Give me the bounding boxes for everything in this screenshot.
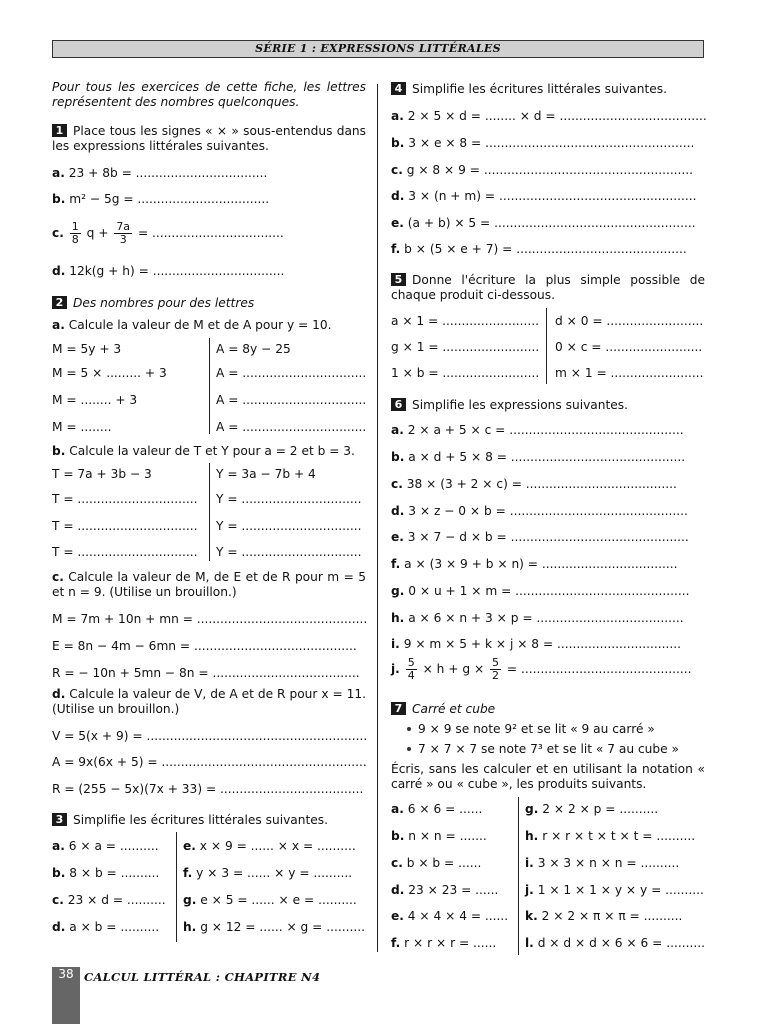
- ex1-item-a: [52, 166, 267, 180]
- ex7-item: c. b × b = ......: [391, 856, 482, 870]
- ex1-item-c: [52, 221, 284, 246]
- ex5-cell: a × 1 = .........................: [391, 314, 539, 328]
- ex2-b-text: b. Calcule la valeur de T et Y pour a = 2 et b = 3.: [52, 444, 355, 458]
- ex2-a-row-left: M = 5 × ......... + 3: [52, 366, 167, 380]
- ex6-item: i. 9 × m × 5 + k × j × 8 = ................................: [391, 637, 681, 651]
- item-label: b.: [52, 192, 66, 206]
- item-label: c.: [52, 226, 64, 240]
- ex2-title: [52, 296, 254, 310]
- ex7-instruction: Écris, sans les calculer et en utilisant la notation « carré » ou « cube », les produits suivants.: [391, 762, 705, 791]
- ex3-item: f. y × 3 = ...... × y = ..........: [183, 866, 353, 880]
- ex4-title-text: Simplifie les écritures littérales suivantes.: [412, 82, 668, 96]
- page-number: 38: [58, 967, 74, 981]
- ex6-item: e. 3 × 7 − d × b = ..............................................: [391, 530, 689, 544]
- ex2-d-line: A = 9x(6x + 5) = .....................................................: [52, 755, 367, 769]
- ex2-a-row-left: M = ........ + 3: [52, 393, 138, 407]
- ex5-title-text: Donne l'écriture la plus simple possible de chaque produit ci-dessous.: [391, 273, 705, 302]
- ex6-item: d. 3 × z − 0 × b = ..............................................: [391, 504, 688, 518]
- ex6-item: h. a × 6 × n + 3 × p = ......................................: [391, 611, 684, 625]
- ex1-item-d: [52, 264, 284, 278]
- ex2-c-line: R = − 10n + 5mn − 8n = ......................................: [52, 666, 360, 680]
- ex2-a-row-right: A = ................................: [216, 420, 367, 434]
- fraction-7a-3: $\frac{7a}{3}$: [116, 220, 131, 246]
- ex3-item: b. 8 × b = ..........: [52, 866, 160, 880]
- ex6-title-text: Simplifie les expressions suivantes.: [412, 398, 628, 412]
- item-expr: m² − 5g = ..................................: [69, 192, 270, 206]
- ex2-b-row-left: T = ...............................: [52, 545, 198, 559]
- ex5-title: [391, 273, 705, 303]
- ex2-d-text: d. Calcule la valeur de V, de A et de R pour x = 11. (Utilise un brouillon.): [52, 687, 367, 716]
- ex6-item: b. a × d + 5 × 8 = .............................................: [391, 450, 686, 464]
- ex6-item: c. 38 × (3 + 2 × c) = .......................................: [391, 477, 677, 491]
- ex2-d-line: R = (255 − 5x)(7x + 33) = .....................................: [52, 782, 364, 796]
- table-divider: [209, 338, 210, 434]
- ex1-item-b: [52, 192, 269, 206]
- ex1-title: [52, 124, 366, 154]
- ex5-cell: d × 0 = .........................: [555, 314, 704, 328]
- ex4-item: a. 2 × 5 × d = ........ × d = ......................................: [391, 109, 707, 123]
- ex4-item: c. g × 8 × 9 = ......................................................: [391, 163, 694, 177]
- ex3-item: d. a × b = ..........: [52, 920, 160, 934]
- ex7-item: k. 2 × 2 × π × π = ..........: [525, 909, 683, 923]
- ex2-b-row-left: T = 7a + 3b − 3: [52, 467, 152, 481]
- ex3-item: a. 6 × a = ..........: [52, 839, 159, 853]
- ex4-item: b. 3 × e × 8 = ......................................................: [391, 136, 695, 150]
- ex2-number: 2: [52, 296, 67, 309]
- ex7-number: 7: [391, 702, 406, 715]
- ex2-title-text: Des nombres pour des lettres: [73, 296, 255, 310]
- ex2-c-text: c. Calcule la valeur de M, de E et de R pour m = 5 et n = 9. (Utilise un brouillon.): [52, 570, 367, 599]
- footer-chapter: CALCUL LITTÉRAL : CHAPITRE N4: [84, 970, 321, 984]
- ex2-a-row-right: A = ................................: [216, 393, 367, 407]
- ex7-item: b. n × n = .......: [391, 829, 487, 843]
- ex2-a-text: a. Calcule la valeur de M et de A pour y = 10.: [52, 318, 332, 332]
- ex7-item: g. 2 × 2 × p = ..........: [525, 802, 659, 816]
- ex4-item: d. 3 × (n + m) = ...................................................: [391, 189, 697, 203]
- ex7-item: h. r × r × t × t × t = ..........: [525, 829, 696, 843]
- ex2-a-row-left: M = ........: [52, 420, 112, 434]
- ex2-c-line: M = 7m + 10n + mn = ............................................: [52, 612, 368, 626]
- fraction-1-8: $\frac{1}{8}$: [71, 220, 79, 246]
- ex5-cell: 1 × b = .........................: [391, 366, 540, 380]
- ex2-c-line: E = 8n − 4m − 6mn = ..........................................: [52, 639, 357, 653]
- ex4-item: e. (a + b) × 5 = ....................................................: [391, 216, 696, 230]
- fraction-5-4: $\frac{5}{4}$: [407, 656, 415, 682]
- ex7-item: l. d × d × d × 6 × 6 = ..........: [525, 936, 705, 950]
- table-divider: [209, 463, 210, 561]
- ex7-item: d. 23 × 23 = ......: [391, 883, 499, 897]
- item-label: d.: [52, 264, 66, 278]
- ex1-number: 1: [52, 124, 67, 137]
- intro-text: Pour tous les exercices de cette fiche, les lettres représentent des nombres quelconques.: [52, 80, 366, 109]
- ex2-b-row-left: T = ...............................: [52, 492, 198, 506]
- ex2-b-row-right: Y = ...............................: [216, 519, 362, 533]
- ex2-b-row-right: Y = ...............................: [216, 492, 362, 506]
- item-expr: = ..................................: [137, 226, 284, 240]
- ex3-title-text: Simplifie les écritures littérales suivantes.: [73, 813, 329, 827]
- ex2-a-row-left: M = 5y + 3: [52, 342, 122, 356]
- ex2-b-row-right: Y = ...............................: [216, 545, 362, 559]
- ex3-item: e. x × 9 = ...... × x = ..........: [183, 839, 356, 853]
- ex5-cell: 0 × c = .........................: [555, 340, 703, 354]
- ex2-b-row-left: T = ...............................: [52, 519, 198, 533]
- ex5-number: 5: [391, 273, 406, 286]
- ex6-number: 6: [391, 398, 406, 411]
- ex6-title: [391, 398, 628, 412]
- item-expr: 12k(g + h) = ..................................: [69, 264, 285, 278]
- ex3-item: g. e × 5 = ...... × e = ..........: [183, 893, 357, 907]
- item-expr: 23 + 8b = ..................................: [68, 166, 268, 180]
- column-divider: [377, 84, 378, 952]
- ex6-item: a. 2 × a + 5 × c = .............................................: [391, 423, 684, 437]
- ex7-item: i. 3 × 3 × n × n = ..........: [525, 856, 680, 870]
- item-label: a.: [52, 166, 65, 180]
- ex2-b-row-right: Y = 3a − 7b + 4: [216, 467, 316, 481]
- page-number-box: [52, 967, 80, 1024]
- ex5-cell: g × 1 = .........................: [391, 340, 540, 354]
- table-divider: [176, 832, 177, 942]
- ex6-item-j: j. $\frac{5}{4}$ × h + g × $\frac{5}{2}$ = ............................................: [391, 656, 692, 682]
- page-header: SÉRIE 1 : EXPRESSIONS LITTÉRALES: [52, 40, 704, 58]
- ex7-title: [391, 702, 495, 716]
- ex6-item: f. a × (3 × 9 + b × n) = ...................................: [391, 557, 678, 571]
- ex4-number: 4: [391, 82, 406, 95]
- ex1-title-text: Place tous les signes « × » sous-entendus dans les expressions littérales suivantes.: [52, 124, 366, 153]
- ex3-title: [52, 813, 328, 827]
- ex4-item: f. b × (5 × e + 7) = ............................................: [391, 242, 687, 256]
- ex2-a-row-right: A = ................................: [216, 366, 367, 380]
- ex2-d-line: V = 5(x + 9) = .........................................................: [52, 729, 368, 743]
- ex5-cell: m × 1 = ........................: [555, 366, 704, 380]
- ex2-a-row-right: A = 8y − 25: [216, 342, 291, 356]
- ex3-number: 3: [52, 813, 67, 826]
- ex7-bullet: 9 × 9 se note 9² et se lit « 9 au carré »: [407, 722, 655, 736]
- ex3-item: c. 23 × d = ..........: [52, 893, 166, 907]
- ex7-item: a. 6 × 6 = ......: [391, 802, 483, 816]
- ex7-title-text: Carré et cube: [412, 702, 496, 716]
- ex6-item: g. 0 × u + 1 × m = .............................................: [391, 584, 690, 598]
- ex4-title: [391, 82, 667, 96]
- fraction-5-2: $\frac{5}{2}$: [492, 656, 500, 682]
- table-divider: [546, 308, 547, 384]
- ex3-item: h. g × 12 = ...... × g = ..........: [183, 920, 365, 934]
- ex7-bullet: 7 × 7 × 7 se note 7³ et se lit « 7 au cube »: [407, 742, 679, 756]
- ex7-item: e. 4 × 4 × 4 = ......: [391, 909, 509, 923]
- item-expr: q +: [86, 226, 109, 240]
- table-divider: [518, 797, 519, 955]
- ex7-item: f. r × r × r = ......: [391, 936, 497, 950]
- ex7-item: j. 1 × 1 × 1 × y × y = ..........: [525, 883, 704, 897]
